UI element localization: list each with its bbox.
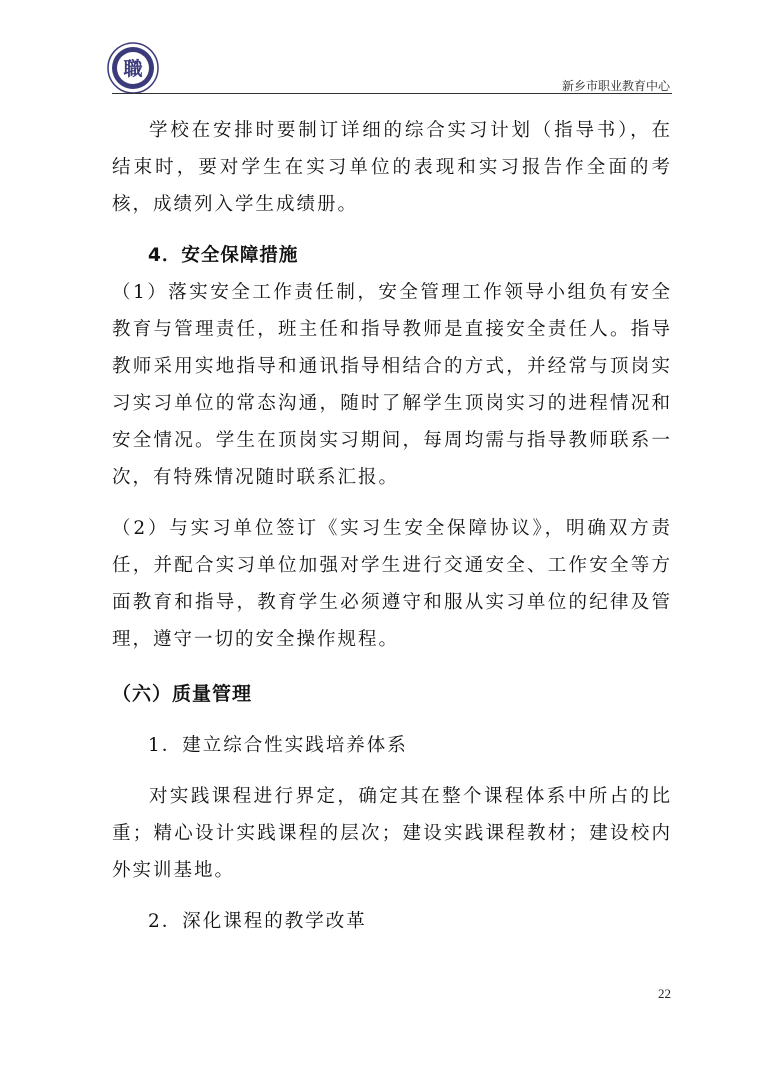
heading-safety-measures: 4．安全保障措施 [148,245,299,266]
paragraph-safety-agreement: （2）与实习单位签订《实习生安全保障协议》，明确双方责任，并配合实习单位加强对学生进行交通安全、工作安全等方面教育和指导，教育学生必须遵守和服从实习单位的纪律及管理，遵守一切的安全操作规程。 [112,518,672,650]
heading-practice-system: 1．建立综合性实践培养体系 [148,735,408,756]
school-seal-icon [107,42,159,94]
heading-teaching-reform: 2．深化课程的教学改革 [148,911,367,932]
section-title-quality-management: （六）质量管理 [112,683,253,705]
page-number: 22 [658,986,671,1001]
header-org-name: 新乡市职业教育中心 [561,79,670,93]
paragraph-internship-plan: 学校在安排时要制订详细的综合实习计划（指导书），在结束时，要对学生在实习单位的表现和实习报告作全面的考核，成绩列入学生成绩册。 [112,120,672,215]
document-body [112,112,672,940]
paragraph-practice-courses: 对实践课程进行界定，确定其在整个课程体系中所占的比重；精心设计实践课程的层次；建设实践课程教材；建设校内外实训基地。 [112,786,672,881]
header-divider [112,93,672,94]
logo-character: 職 [123,58,143,80]
paragraph-safety-responsibility: （1）落实安全工作责任制，安全管理工作领导小组负有安全教育与管理责任，班主任和指导教师是直接安全责任人。指导教师采用实地指导和通讯指导相结合的方式，并经常与顶岗实习实习单位的常态沟通，随时了解学生顶岗实习的进程情况和安全情况。学生在顶岗实习期间，每周均需与指导教师联系一次，有特殊情况随时联系汇报。 [112,282,672,488]
